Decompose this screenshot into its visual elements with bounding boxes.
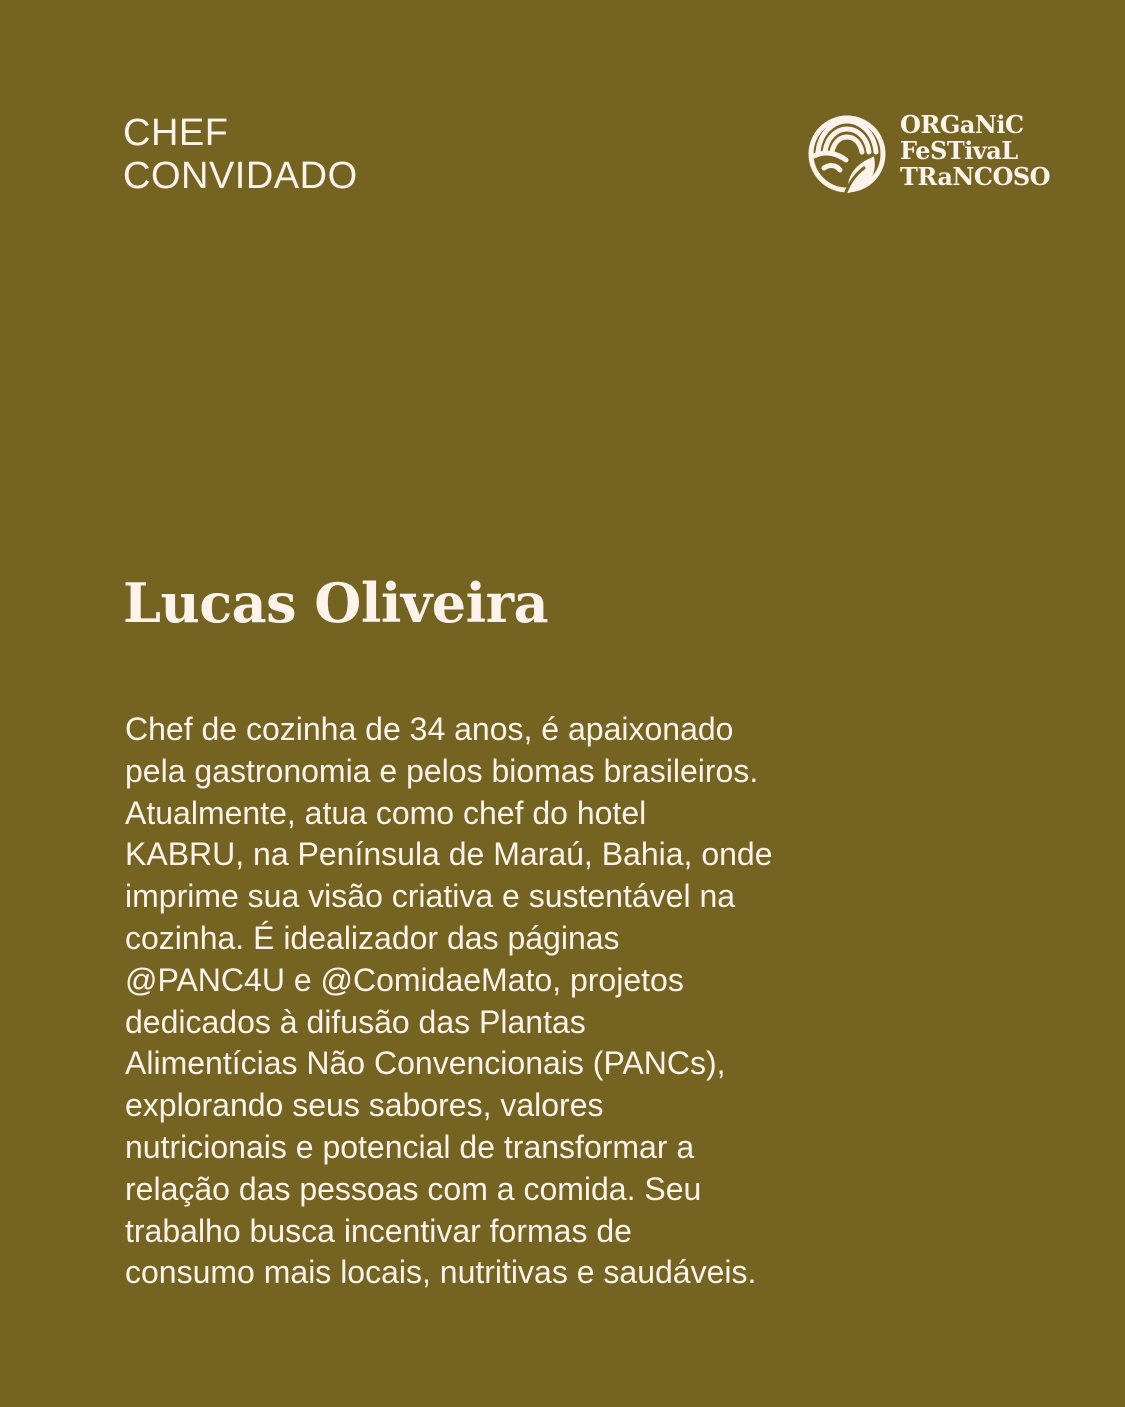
bio-line: consumo mais locais, nutritivas e saudáveis. bbox=[125, 1254, 757, 1291]
chef-name: Lucas Oliveira bbox=[123, 571, 549, 635]
bio-line: Chef de cozinha de 34 anos, é apaixonado bbox=[125, 711, 734, 747]
section-label-line-2: CONVIDADO bbox=[123, 155, 358, 197]
bio-line: Atualmente, atua como chef do hotel bbox=[125, 794, 647, 831]
bio-line: @PANC4U e @ComidaeMato, projetos bbox=[125, 961, 684, 998]
section-label-line-1: CHEF bbox=[123, 112, 229, 154]
bio-line: relação das pessoas com a comida. Seu bbox=[125, 1170, 702, 1207]
sun-hills-leaf-logo-icon bbox=[806, 112, 888, 196]
bio-line: dedicados à difusão das Plantas bbox=[125, 1003, 586, 1040]
bio-line: trabalho busca incentivar formas de bbox=[125, 1212, 632, 1249]
logo-line-3: TRaNCOSO bbox=[900, 162, 1051, 191]
bio-line: explorando seus sabores, valores bbox=[125, 1087, 604, 1124]
bio-line: imprime sua visão criativa e sustentável na bbox=[125, 878, 736, 915]
bio-line: pela gastronomia e pelos biomas brasileiros. bbox=[125, 752, 759, 789]
bio-line: cozinha. É idealizador das páginas bbox=[125, 919, 620, 956]
logo-line-1: ORGaNiC bbox=[900, 110, 1024, 139]
bio-line: nutricionais e potencial de transformar a bbox=[125, 1128, 695, 1165]
organic-festival-logo bbox=[806, 110, 1051, 196]
logo-wordmark bbox=[900, 112, 1050, 190]
chef-bio bbox=[125, 709, 865, 1294]
section-label bbox=[123, 112, 358, 198]
bio-line: Alimentícias Não Convencionais (PANCs), bbox=[125, 1045, 726, 1082]
logo-line-2: FeSTivaL bbox=[900, 136, 1018, 165]
bio-line: KABRU, na Península de Maraú, Bahia, onde bbox=[125, 836, 773, 873]
